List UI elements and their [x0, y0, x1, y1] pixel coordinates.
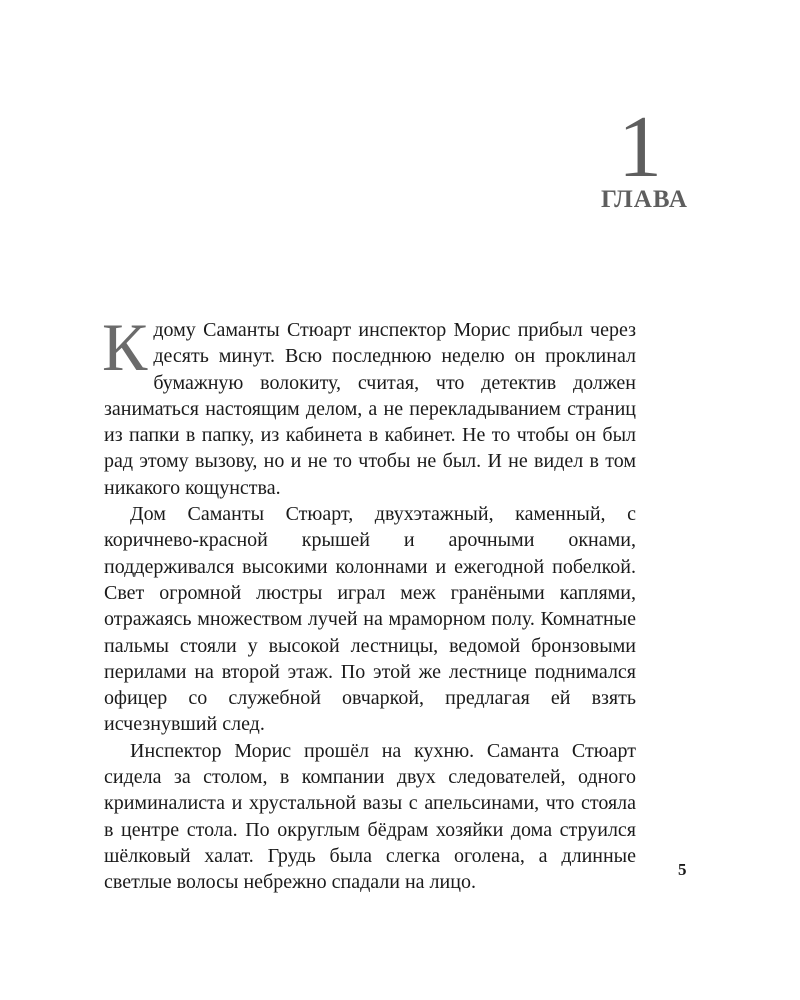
paragraph-3: Инспектор Морис прошёл на кухню. Саманта Стюарт сидела за столом, в компании двух следователей, одного криминалиста и хрустальной вазы с апельсинами, что стояла в центре стола. По округлым бёдрам хозяйки дома струился шёлковый халат. Грудь была слегка оголена, а длинные светлые волосы небрежно спадали на лицо. [104, 739, 636, 894]
chapter-header [601, 99, 688, 214]
paragraph-2: Дом Саманты Стюарт, двухэтажный, каменный, с коричнево-красной крышей и арочными окнами, поддерживался высокими колоннами и ежегодной побелкой. Свет огромной люстры играл меж гранёными каплями, отражаясь множеством лучей на мраморном полу. Комнатные пальмы стояли у высокой лестницы, ведомой бронзовыми перилами на второй этаж. По этой же лестнице поднимался офицер со служебной овчаркой, предлагая ей взять исчезнувший след. [104, 503, 636, 736]
chapter-number: 1 [618, 99, 662, 196]
paragraph-1 [102, 309, 636, 501]
chapter-body [102, 309, 636, 896]
chapter-label: ГЛАВА [601, 186, 688, 213]
paragraph-1-text: дому Саманты Стюарт инспектор Морис прибыл через десять минут. Всю последнюю неделю он проклинал бумажную волокиту, считая, что детектив должен заниматься настоящим делом, а не перекладыванием страниц из папки в папку, из кабинета в кабинет. Не то чтобы он был рад этому вызову, но и не то чтобы не был. И не видел в том никакого кощунства. [104, 319, 636, 499]
page-number: 5 [678, 860, 687, 879]
drop-cap: К [102, 309, 148, 385]
